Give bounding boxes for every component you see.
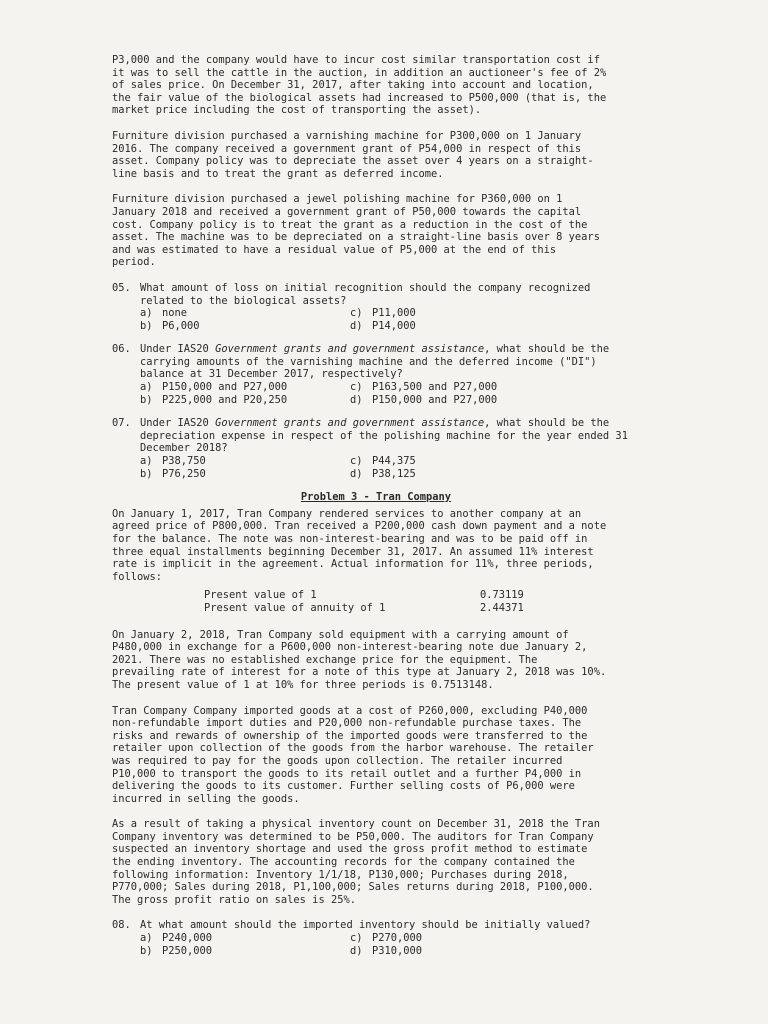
text-line: cost. Company policy is to treat the grant as a reduction in the cost of the (112, 218, 588, 231)
text-line: Tran Company Company imported goods at a cost of P260,000, excluding P40,000 (112, 704, 588, 717)
text-line: of sales price. On December 31, 2017, after taking into account and location, (112, 79, 594, 92)
text-line: P770,000; Sales during 2018, P1,100,000; Sales returns during 2018, P100,000. (112, 881, 594, 894)
option-a: a) P38,750 (140, 455, 206, 468)
text-line: The present value of 1 at 10% for three periods is 0.7513148. (112, 678, 494, 691)
text-line: and was estimated to have a residual value of P5,000 at the end of this (112, 243, 557, 256)
option-b: b) P250,000 (140, 944, 213, 957)
present-value-table (204, 589, 640, 614)
text-line: prevailing rate of interest for a note of this type at January 2, 2018 was 10%. (112, 666, 607, 679)
option-c: c) P11,000 (350, 307, 416, 320)
option-c: c) P270,000 (350, 932, 423, 945)
question-06 (112, 343, 640, 406)
text-line: asset. The machine was to be depreciated on a straight-line basis over 8 years (112, 231, 600, 244)
pv-label: Present value of annuity of 1 (204, 601, 386, 614)
text-line: period. (112, 256, 156, 269)
text-line: non-refundable import duties and P20,000 non-refundable purchase taxes. The (112, 717, 582, 730)
question-number: 06. (112, 343, 131, 356)
pv-label: Present value of 1 (204, 589, 317, 602)
text-line: suspected an inventory shortage and used the gross profit method to estimate (112, 843, 588, 856)
option-a: a) none (140, 307, 188, 320)
pv-value: 2.44371 (480, 601, 524, 614)
problem-3-title: Problem 3 - Tran Company (300, 491, 452, 504)
text-line: it was to sell the cattle in the auction, in addition an auctioneer's fee of 2% (112, 66, 607, 79)
text-line: As a result of taking a physical inventory count on December 31, 2018 the Tran (112, 818, 600, 831)
text-line: Furniture division purchased a jewel polishing machine for P360,000 on 1 (112, 193, 563, 206)
option-b: b) P225,000 and P20,250 (140, 393, 288, 406)
text-line: for the balance. The note was non-interest-bearing and was to be paid off in (112, 533, 588, 545)
problem-3-paragraph-4 (112, 818, 640, 906)
question-stem: Under IAS20 Government grants and government assistance, what should be the depreciation expense in respect of the polishing machine for the year ended 31 December 2018? (140, 417, 628, 455)
text-line: incurred in selling the goods. (112, 792, 300, 805)
option-d: d) P38,125 (350, 467, 416, 480)
text-line: delivering the goods to its customer. Further selling costs of P6,000 were (112, 780, 575, 793)
option-a: a) P240,000 (140, 932, 213, 945)
text-line: Company inventory was determined to be P50,000. The auditors for Tran Company (112, 830, 594, 843)
question-08 (112, 919, 640, 957)
text-line: retailer upon collection of the goods from the harbor warehouse. The retailer (112, 742, 594, 755)
text-line: the ending inventory. The accounting records for the company contained the (112, 856, 575, 869)
problem-3-paragraph-1 (112, 508, 640, 584)
answer-options (140, 932, 640, 957)
text-line: The gross profit ratio on sales is 25%. (112, 893, 356, 906)
question-stem: Under IAS20 Government grants and government assistance, what should be the carrying amounts of the varnishing machine and the deferred income ("DI") balance at 31 December 2017, respectively? (140, 343, 610, 381)
question-07 (112, 417, 640, 480)
question-stem: At what amount should the imported inventory should be initially valued? (140, 919, 591, 932)
problem-3-paragraph-3 (112, 705, 640, 806)
text-line: agreed price of P800,000. Tran received a P200,000 cash down payment and a note (112, 520, 607, 533)
option-b: b) P6,000 (140, 319, 200, 332)
text-line: 2016. The company received a government grant of P54,000 in respect of this (112, 142, 582, 155)
text-line: On January 2, 2018, Tran Company sold equipment with a carrying amount of (112, 628, 569, 641)
text-line: January 2018 and received a government grant of P50,000 towards the capital (112, 205, 582, 218)
text-line: On January 1, 2017, Tran Company rendered services to another company at an (112, 507, 582, 520)
text-line: P3,000 and the company would have to incur cost similar transportation cost if (112, 54, 600, 66)
intro-paragraph-1 (112, 54, 640, 117)
text-line: follows: (112, 570, 163, 583)
option-c: c) P163,500 and P27,000 (350, 381, 498, 394)
text-line: P480,000 in exchange for a P600,000 non-interest-bearing note due January 2, (112, 641, 588, 654)
option-d: d) P310,000 (350, 944, 423, 957)
text-line: following information: Inventory 1/1/18, P130,000; Purchases during 2018, (112, 868, 569, 881)
text-line: Furniture division purchased a varnishing machine for P300,000 on 1 January (112, 129, 582, 142)
text-line: P10,000 to transport the goods to its retail outlet and a further P4,000 in (112, 767, 582, 780)
option-d: d) P150,000 and P27,000 (350, 393, 498, 406)
option-d: d) P14,000 (350, 319, 416, 332)
text-line: rate is implicit in the agreement. Actual information for 11%, three periods, (112, 558, 594, 571)
text-line: market price including the cost of transporting the asset). (112, 104, 482, 117)
text-line: asset. Company policy was to depreciate the asset over 4 years on a straight- (112, 155, 594, 168)
option-c: c) P44,375 (350, 455, 416, 468)
text-line: risks and rewards of ownership of the imported goods were transferred to the (112, 729, 588, 742)
text-line: the fair value of the biological assets had increased to P500,000 (that is, the (112, 91, 607, 104)
intro-paragraph-2 (112, 130, 640, 180)
question-stem: What amount of loss on initial recognition should the company recognized related to the biological assets? (140, 281, 591, 307)
text-line: 2021. There was no established exchange price for the equipment. The (112, 653, 538, 666)
question-05 (112, 282, 640, 332)
question-number: 05. (112, 281, 131, 294)
pv-value: 0.73119 (480, 589, 524, 602)
text-line: line basis and to treat the grant as deferred income. (112, 167, 444, 180)
answer-options (140, 455, 640, 480)
text-line: three equal installments beginning December 31, 2017. An assumed 11% interest (112, 545, 594, 558)
option-b: b) P76,250 (140, 467, 206, 480)
text-line: was required to pay for the goods upon collection. The retailer incurred (112, 754, 563, 767)
answer-options (140, 307, 640, 332)
answer-options (140, 381, 640, 406)
question-number: 08. (112, 919, 131, 932)
intro-paragraph-3 (112, 193, 640, 269)
problem-3-paragraph-2 (112, 629, 640, 692)
option-a: a) P150,000 and P27,000 (140, 381, 288, 394)
question-number: 07. (112, 417, 131, 430)
